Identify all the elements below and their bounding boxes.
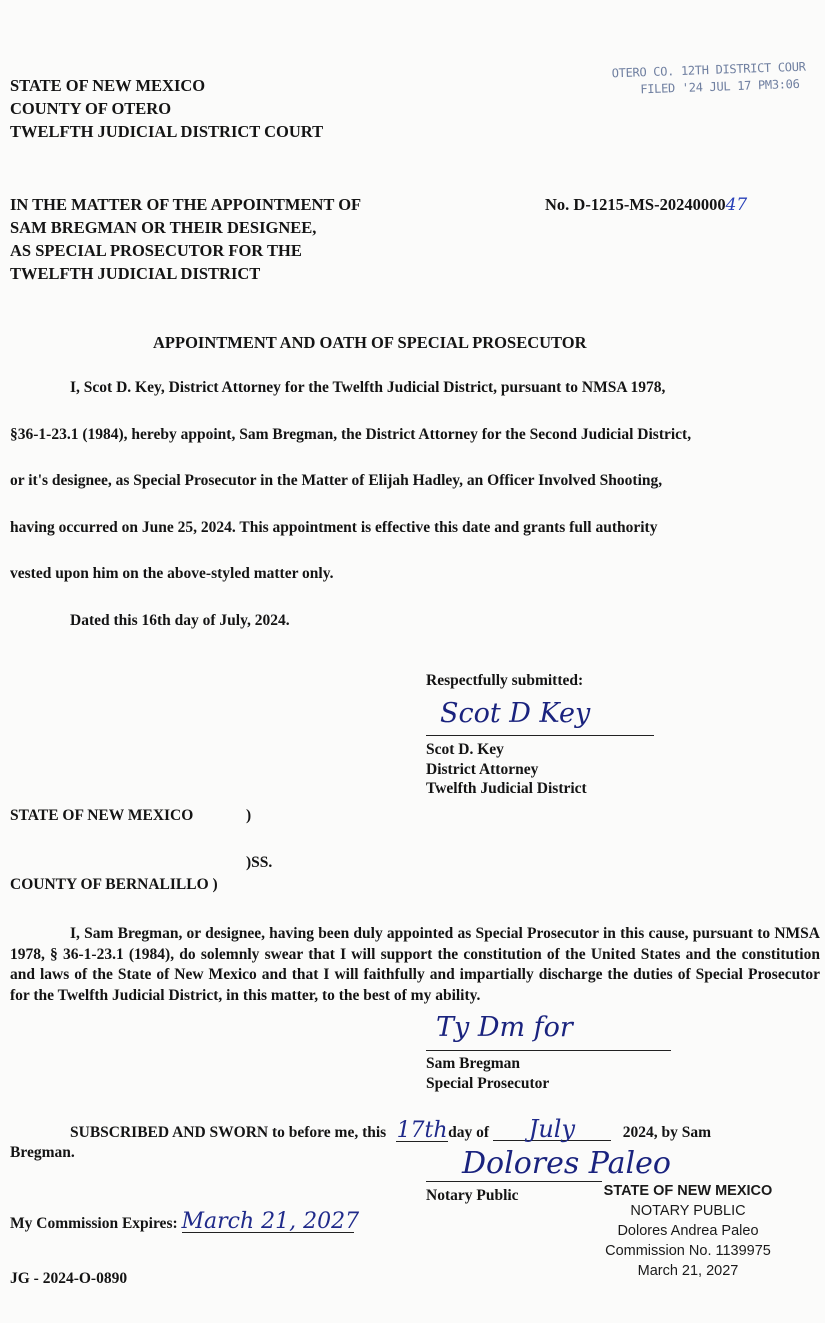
case-number-handwritten: 47 [725,195,748,215]
caption-line-2: SAM BREGMAN OR THEIR DESIGNEE, [10,218,317,237]
header-state: STATE OF NEW MEXICO [10,76,206,95]
caption-line-1: IN THE MATTER OF THE APPOINTMENT OF [10,195,362,214]
header-county: COUNTY OF OTERO [10,99,172,118]
jurat-suffix: 2024, by Sam [622,1124,712,1141]
submitter-block [426,740,587,799]
filing-stamp [611,59,806,100]
notary-label: Notary Public [426,1187,519,1204]
venue-paren: ) [246,807,252,824]
seal-line-3: Dolores Andrea Paleo [617,1223,759,1239]
dated-line: Dated this 16th day of July, 2024. [70,611,290,629]
submitter-title: District Attorney [426,760,539,778]
prosecutor-name: Sam Bregman [426,1055,521,1072]
seal-line-1: STATE OF NEW MEXICO [603,1183,773,1199]
case-number-text: No. D-1215-MS-20240000 [545,195,726,214]
appointment-line-5: vested upon him on the above-styled matter only. [10,565,334,582]
submitter-district: Twelfth Judicial District [426,780,587,797]
court-header [10,74,323,143]
jurat-line [70,1115,712,1143]
footer-code: JG - 2024-O-0890 [10,1270,128,1287]
submitter-signature-line [426,735,654,736]
prosecutor-signature: Ty Dm for [436,1012,573,1043]
submitter-signature: Scot D Key [440,698,591,729]
jurat-day-of: day of [448,1124,489,1141]
seal-line-5: March 21, 2027 [637,1263,739,1279]
commission-date: March 21, 2027 [181,1209,360,1234]
notary-signature: Dolores Paleo [462,1146,671,1181]
stamp-line-1: OTERO CO. 12TH DISTRICT COUR [611,59,806,81]
oath-paragraph: I, Sam Bregman, or designee, having been duly appointed as Special Prosecutor in this cause, pursuant to NMSA 1978, § 36-1-23.1 (1984), do solemnly swear that I will support the constitution of the United States and the constitution and laws of the State of New Mexico and that I will faithfully and impartially discharge the duties of Special Prosecutor for the Twelfth Judicial District, in this matter, to the best of my ability. [10,925,820,1004]
caption-line-4: TWELFTH JUDICIAL DISTRICT [10,264,261,283]
submitter-name: Scot D. Key [426,741,504,758]
venue-state: STATE OF NEW MEXICO [10,807,194,824]
jurat-day: 17th [396,1118,448,1143]
notary-seal [583,1181,793,1281]
commission-line [10,1209,360,1234]
venue-ss: )SS. [246,854,273,871]
document-title: APPOINTMENT AND OATH OF SPECIAL PROSECUTOR [153,333,587,352]
appointment-line-3: or it's designee, as Special Prosecutor in the Matter of Elijah Hadley, an Officer Involved Shooting, [10,472,663,489]
appointment-paragraph [10,365,691,644]
notary-signature-line [426,1181,602,1182]
header-court: TWELFTH JUDICIAL DISTRICT COURT [10,122,324,141]
prosecutor-signature-line [426,1050,671,1051]
jurat-line-2: Bregman. [10,1144,75,1161]
stamp-line-2: FILED '24 JUL 17 PM3:06 [640,76,800,97]
case-caption [10,193,361,285]
prosecutor-title: Special Prosecutor [426,1074,550,1092]
seal-line-2: NOTARY PUBLIC [630,1203,746,1219]
jurat-prefix: SUBSCRIBED AND SWORN to before me, this [70,1124,387,1141]
respectfully-submitted: Respectfully submitted: [426,672,584,689]
case-number [545,193,747,217]
caption-line-3: AS SPECIAL PROSECUTOR FOR THE [10,241,302,260]
venue-county: COUNTY OF BERNALILLO ) [10,876,218,893]
appointment-line-2: §36-1-23.1 (1984), hereby appoint, Sam Bregman, the District Attorney for the Second Judicial District, [10,425,692,443]
commission-label: My Commission Expires: [10,1215,178,1232]
appointment-line-1: I, Scot D. Key, District Attorney for the Twelfth Judicial District, pursuant to NMSA 1978, [70,379,666,396]
jurat-month: July [493,1120,611,1141]
seal-line-4: Commission No. 1139975 [605,1243,771,1259]
appointment-line-4: having occurred on June 25, 2024. This appointment is effective this date and grants full authority [10,518,658,536]
prosecutor-block [426,1054,549,1093]
